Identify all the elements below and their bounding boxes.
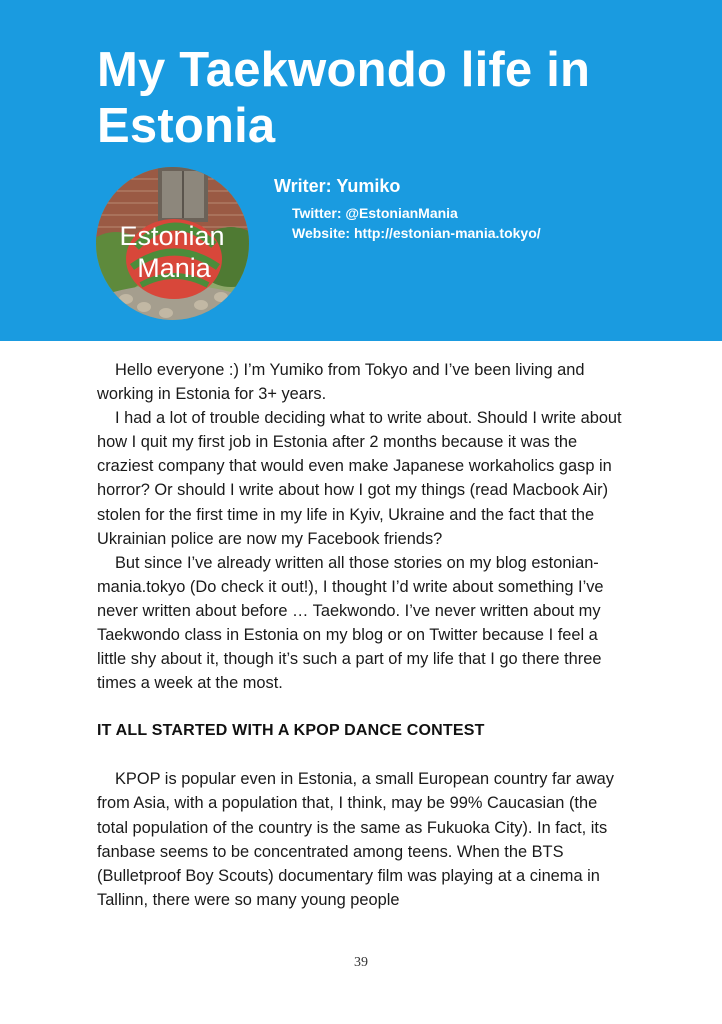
twitter-handle: Twitter: @EstonianMania xyxy=(292,205,458,221)
body-paragraph: But since I’ve already written all those stories on my blog estonian-mania.tokyo (Do check it out!), I thought I’d write about something I’ve never written about before … Taekwondo. I’ve never written about my Taekwondo class in Estonia on my blog or on Twitter because I feel a little shy about it, though it’s such a part of my life that I go there three times a week at the most. xyxy=(97,553,604,693)
article-title: My Taekwondo life in Estonia xyxy=(97,43,591,153)
svg-text:Estonian: Estonian xyxy=(119,221,225,251)
article-header xyxy=(0,0,722,341)
body-paragraph: I had a lot of trouble deciding what to write about. Should I write about how I quit my first job in Estonia after 2 months because it was the craziest company that would even make Japanese workaholics gasp in horror? Or should I write about how I got my things (read Macbook Air) stolen for the first time in my life in Kyiv, Ukraine and the fact that the Ukrainian police are now my Facebook friends? xyxy=(97,409,622,548)
logo-image xyxy=(96,167,249,320)
body-paragraph: Hello everyone :) I’m Yumiko from Tokyo and I’ve been living and working in Estonia for 3+ years. xyxy=(97,361,585,404)
section-heading: IT ALL STARTED WITH A KPOP DANCE CONTEST xyxy=(97,722,485,740)
svg-text:Mania: Mania xyxy=(137,253,211,283)
body-paragraph: KPOP is popular even in Estonia, a small European country far away from Asia, with a population that, I think, may be 99% Caucasian (the total population of the country is the same as Fukuoka City). In fact, its fanbase seems to be concentrated among teens. When the BTS (Bulletproof Boy Scouts) documentary film was playing at a cinema in Tallinn, there were so many young people xyxy=(97,770,614,909)
estonian-mania-logo xyxy=(96,167,249,320)
website-link: Website: http://estonian-mania.tokyo/ xyxy=(292,225,541,241)
page-number: 39 xyxy=(354,955,368,970)
article-body xyxy=(97,358,627,912)
writer-name: Writer: Yumiko xyxy=(274,176,401,196)
